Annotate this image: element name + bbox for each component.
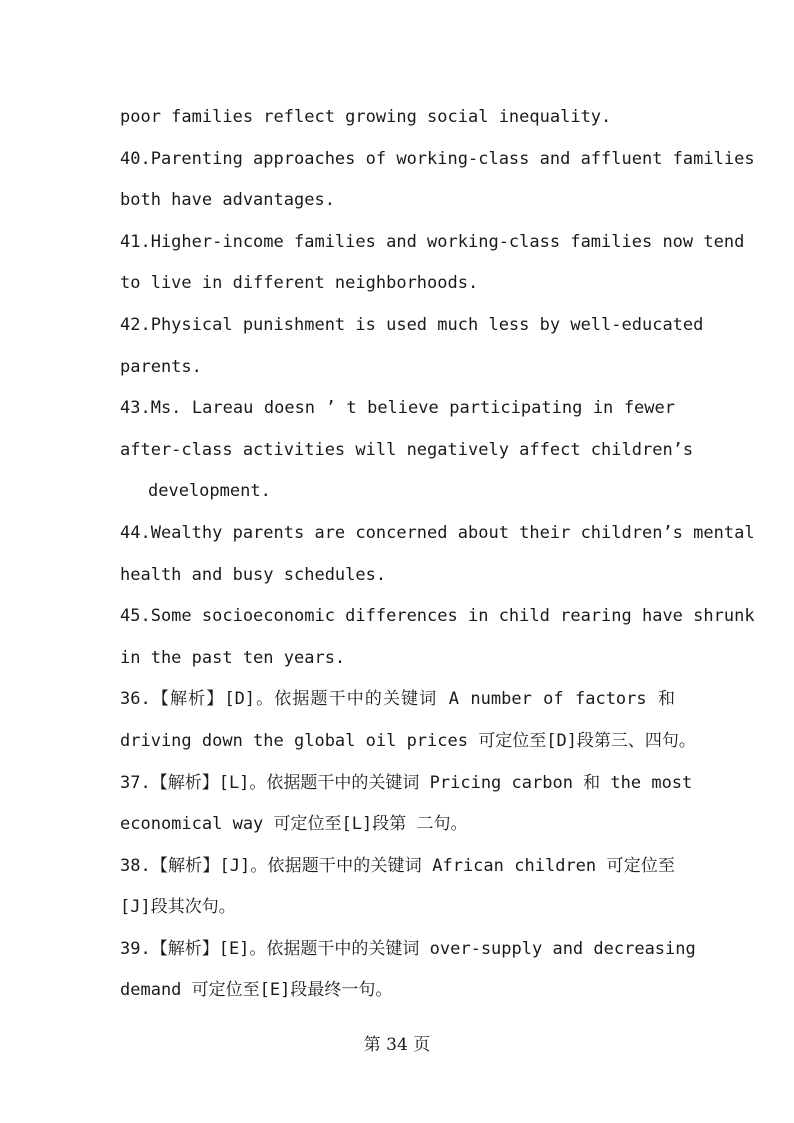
answer-37-line-1: 37.【解析】[L]。依据题干中的关键词 Pricing carbon 和 the most <box>120 772 693 793</box>
answer-36-line-1: 36.【解析】[D]。依据题干中的关键词 A number of factors 和 <box>120 689 675 710</box>
answer-37-line-2: economical way 可定位至[L]段第 二句。 <box>120 814 468 835</box>
question-42-line-2: parents. <box>120 356 202 377</box>
question-45-line-1: 45.Some socioeconomic differences in child rearing have shrunk <box>120 606 755 627</box>
page-body <box>120 97 755 1012</box>
question-45-line-2: in the past ten years. <box>120 647 346 668</box>
answer-38-line-2: [J]段其次句。 <box>120 897 236 918</box>
question-44-line-1: 44.Wealthy parents are concerned about their children’s mental <box>120 522 755 543</box>
question-41-line-1: 41.Higher-income families and working-class families now tend <box>120 231 745 252</box>
answer-36-line-2: driving down the global oil prices 可定位至[D]段第三、四句。 <box>120 730 696 751</box>
question-40-line-1: 40.Parenting approaches of working-class and affluent families <box>120 148 755 169</box>
answer-39-line-2: demand 可定位至[E]段最终一句。 <box>120 980 393 1001</box>
question-44-line-2: health and busy schedules. <box>120 564 387 585</box>
answer-39-line-1: 39.【解析】[E]。依据题干中的关键词 over-supply and decreasing <box>120 938 696 959</box>
text-line: poor families reflect growing social inequality. <box>120 107 612 127</box>
question-41-line-2: to live in different neighborhoods. <box>120 273 479 294</box>
page-number: 第 34 页 <box>363 1035 431 1055</box>
question-43-line-1: 43.Ms. Lareau doesn ’ t believe participating in fewer <box>120 398 675 419</box>
question-40-line-2: both have advantages. <box>120 190 335 211</box>
question-43-line-3: development. <box>148 481 271 502</box>
question-43-line-2: after-class activities will negatively affect children’s <box>120 439 694 460</box>
answer-38-line-1: 38.【解析】[J]。依据题干中的关键词 African children 可定位至 <box>120 855 675 876</box>
question-42-line-1: 42.Physical punishment is used much less by well-educated <box>120 314 704 335</box>
